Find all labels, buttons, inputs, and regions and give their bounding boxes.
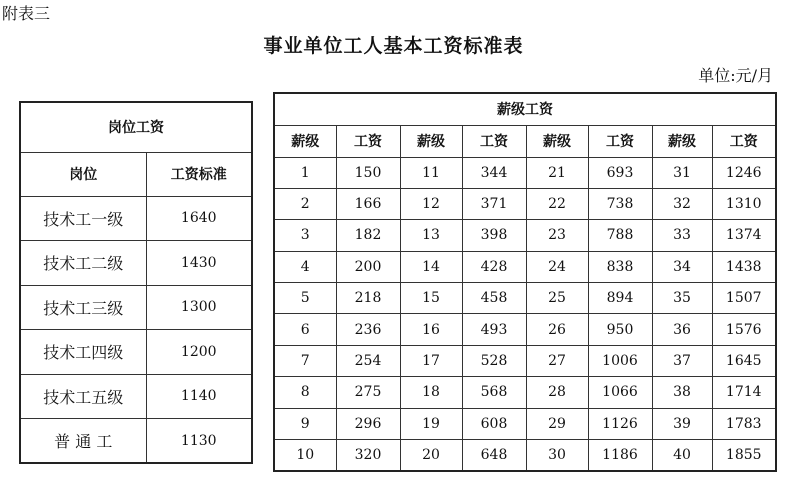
table-row xyxy=(274,345,776,376)
grade-wage-cell: 788 xyxy=(588,220,652,251)
grade-wage-cell: 428 xyxy=(462,251,526,282)
grade-wage-cell: 1855 xyxy=(712,440,776,471)
grade-level-cell: 11 xyxy=(400,157,462,188)
grade-level-cell: 18 xyxy=(400,377,462,408)
grade-level-cell: 13 xyxy=(400,220,462,251)
column-header: 岗位 xyxy=(20,152,146,196)
post-name-cell: 普 通 工 xyxy=(20,419,146,464)
grade-level-cell: 9 xyxy=(274,408,336,439)
grade-level-cell: 15 xyxy=(400,283,462,314)
column-header: 工资标准 xyxy=(146,152,252,196)
grade-level-cell: 22 xyxy=(526,188,588,219)
grade-table-caption: 薪级工资 xyxy=(274,93,776,125)
grade-level-cell: 10 xyxy=(274,440,336,471)
grade-level-cell: 37 xyxy=(652,345,712,376)
grade-level-cell: 6 xyxy=(274,314,336,345)
post-table-caption: 岗位工资 xyxy=(20,102,252,152)
column-header: 薪级 xyxy=(274,125,336,157)
grade-wage-cell: 296 xyxy=(336,408,400,439)
grade-wage-cell: 1126 xyxy=(588,408,652,439)
grade-wage-cell: 1507 xyxy=(712,283,776,314)
grade-wage-cell: 236 xyxy=(336,314,400,345)
grade-level-cell: 25 xyxy=(526,283,588,314)
post-name-cell: 技术工五级 xyxy=(20,374,146,419)
grade-wage-cell: 344 xyxy=(462,157,526,188)
table-row xyxy=(274,188,776,219)
grade-wage-cell: 166 xyxy=(336,188,400,219)
table-row xyxy=(20,419,252,464)
wage-value-cell: 1140 xyxy=(146,374,252,419)
column-header: 工资 xyxy=(336,125,400,157)
grade-level-cell: 3 xyxy=(274,220,336,251)
grade-level-cell: 17 xyxy=(400,345,462,376)
grade-level-cell: 28 xyxy=(526,377,588,408)
unit-note: 单位:元/月 xyxy=(698,66,773,85)
column-header: 工资 xyxy=(588,125,652,157)
post-header-row xyxy=(20,152,252,196)
wage-value-cell: 1640 xyxy=(146,196,252,241)
grade-level-cell: 34 xyxy=(652,251,712,282)
grade-caption-row xyxy=(274,93,776,125)
grade-wage-cell: 1576 xyxy=(712,314,776,345)
grade-level-cell: 8 xyxy=(274,377,336,408)
grade-level-cell: 14 xyxy=(400,251,462,282)
table-row xyxy=(20,196,252,241)
grade-level-cell: 33 xyxy=(652,220,712,251)
grade-wage-cell: 218 xyxy=(336,283,400,314)
grade-level-cell: 27 xyxy=(526,345,588,376)
column-header: 薪级 xyxy=(400,125,462,157)
grade-level-cell: 7 xyxy=(274,345,336,376)
grade-wage-cell: 1006 xyxy=(588,345,652,376)
grade-level-cell: 20 xyxy=(400,440,462,471)
grade-level-cell: 21 xyxy=(526,157,588,188)
column-header: 工资 xyxy=(712,125,776,157)
page-title: 事业单位工人基本工资标准表 xyxy=(263,35,524,57)
grade-wage-cell: 1310 xyxy=(712,188,776,219)
grade-wage-cell: 320 xyxy=(336,440,400,471)
grade-level-cell: 36 xyxy=(652,314,712,345)
grade-wage-cell: 1783 xyxy=(712,408,776,439)
grade-level-cell: 4 xyxy=(274,251,336,282)
grade-wage-cell: 275 xyxy=(336,377,400,408)
grade-wage-cell: 1714 xyxy=(712,377,776,408)
grade-wage-cell: 1438 xyxy=(712,251,776,282)
post-caption-row xyxy=(20,102,252,152)
table-row xyxy=(274,314,776,345)
grade-level-cell: 39 xyxy=(652,408,712,439)
table-row xyxy=(20,330,252,375)
grade-wage-cell: 200 xyxy=(336,251,400,282)
table-row xyxy=(274,251,776,282)
column-header: 工资 xyxy=(462,125,526,157)
grade-header-row xyxy=(274,125,776,157)
grade-wage-cell: 398 xyxy=(462,220,526,251)
table-row xyxy=(274,157,776,188)
grade-wage-cell: 182 xyxy=(336,220,400,251)
post-wage-table xyxy=(19,101,253,464)
grade-level-cell: 29 xyxy=(526,408,588,439)
wage-value-cell: 1130 xyxy=(146,419,252,464)
grade-wage-cell: 458 xyxy=(462,283,526,314)
grade-wage-table xyxy=(273,92,777,472)
wage-value-cell: 1200 xyxy=(146,330,252,375)
grade-level-cell: 38 xyxy=(652,377,712,408)
post-name-cell: 技术工三级 xyxy=(20,285,146,330)
grade-wage-cell: 648 xyxy=(462,440,526,471)
grade-wage-cell: 150 xyxy=(336,157,400,188)
column-header: 薪级 xyxy=(526,125,588,157)
grade-wage-cell: 1374 xyxy=(712,220,776,251)
grade-wage-cell: 950 xyxy=(588,314,652,345)
grade-wage-cell: 254 xyxy=(336,345,400,376)
grade-level-cell: 24 xyxy=(526,251,588,282)
table-row xyxy=(274,220,776,251)
grade-wage-cell: 838 xyxy=(588,251,652,282)
grade-wage-cell: 528 xyxy=(462,345,526,376)
wage-value-cell: 1300 xyxy=(146,285,252,330)
grade-level-cell: 19 xyxy=(400,408,462,439)
grade-wage-cell: 371 xyxy=(462,188,526,219)
wage-value-cell: 1430 xyxy=(146,241,252,286)
table-row xyxy=(274,283,776,314)
table-row xyxy=(274,377,776,408)
grade-level-cell: 1 xyxy=(274,157,336,188)
table-row xyxy=(274,408,776,439)
post-name-cell: 技术工四级 xyxy=(20,330,146,375)
grade-wage-cell: 608 xyxy=(462,408,526,439)
table-row xyxy=(20,285,252,330)
grade-wage-cell: 1066 xyxy=(588,377,652,408)
grade-level-cell: 26 xyxy=(526,314,588,345)
grade-wage-cell: 568 xyxy=(462,377,526,408)
grade-wage-cell: 493 xyxy=(462,314,526,345)
grade-level-cell: 31 xyxy=(652,157,712,188)
grade-wage-cell: 1186 xyxy=(588,440,652,471)
grade-level-cell: 40 xyxy=(652,440,712,471)
table-row xyxy=(20,241,252,286)
grade-level-cell: 2 xyxy=(274,188,336,219)
grade-level-cell: 32 xyxy=(652,188,712,219)
grade-level-cell: 23 xyxy=(526,220,588,251)
grade-wage-cell: 1645 xyxy=(712,345,776,376)
post-name-cell: 技术工二级 xyxy=(20,241,146,286)
grade-level-cell: 5 xyxy=(274,283,336,314)
grade-wage-cell: 894 xyxy=(588,283,652,314)
grade-level-cell: 30 xyxy=(526,440,588,471)
grade-wage-cell: 1246 xyxy=(712,157,776,188)
grade-level-cell: 35 xyxy=(652,283,712,314)
table-row xyxy=(20,374,252,419)
annex-label: 附表三 xyxy=(2,4,51,23)
table-row xyxy=(274,440,776,471)
grade-level-cell: 12 xyxy=(400,188,462,219)
post-name-cell: 技术工一级 xyxy=(20,196,146,241)
grade-wage-cell: 738 xyxy=(588,188,652,219)
grade-level-cell: 16 xyxy=(400,314,462,345)
grade-wage-cell: 693 xyxy=(588,157,652,188)
column-header: 薪级 xyxy=(652,125,712,157)
